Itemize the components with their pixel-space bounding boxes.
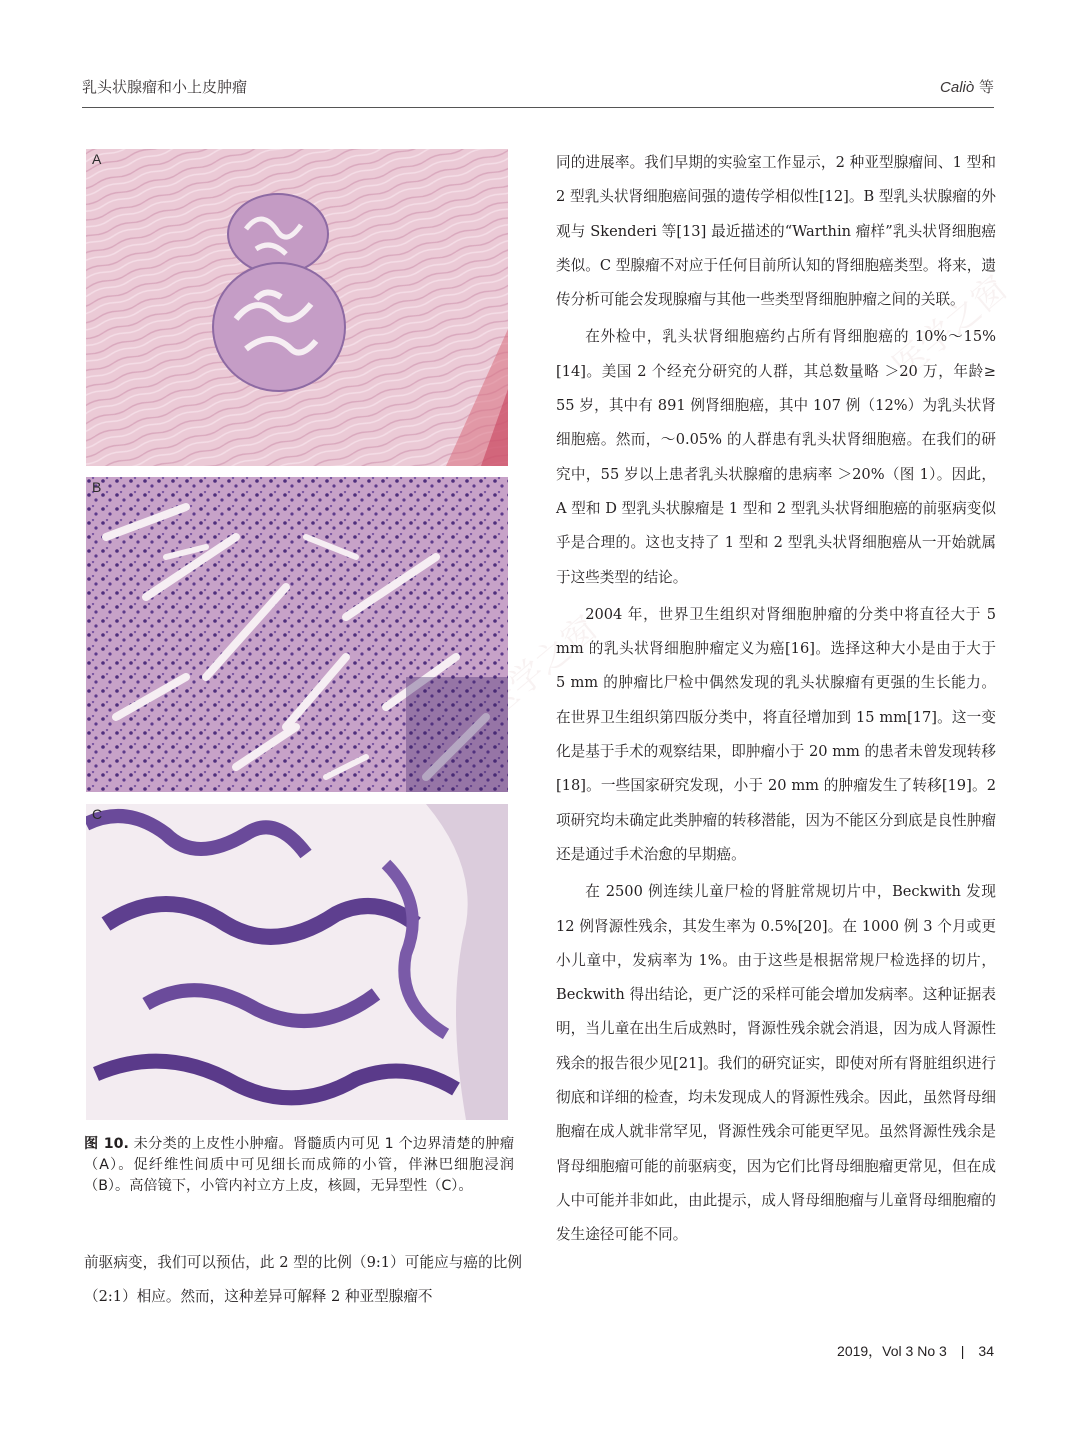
right-paragraph-3: 2004 年，世界卫生组织对肾细胞肿瘤的分类中将直径大于 5 mm 的乳头状肾细胞肿瘤定义为癌[16]。选择这种大小是由于大于 5 mm 的肿瘤比尸检中偶然发现的乳头状腺瘤有更强的生长能力。在世界卫生组织第四版分类中，将直径增加到 15 mm[17]。这一变化是基于手术的观察结果，即肿瘤小于 20 mm 的患者未曾发现转移[18]。一些国家研究发现，小于 20 mm 的肿瘤发生了转移[19]。2 项研究均未确定此类肿瘤的转移潜能，因为不能区分到底是良性肿瘤还是通过手术治愈的早期癌。: [556, 605, 996, 863]
panel-b-micrograph: [86, 477, 508, 792]
right-paragraph-2: 在外检中，乳头状肾细胞癌约占所有肾细胞癌的 10%～15%[14]。美国 2 个经充分研究的人群，其总数量略 ＞20 万，年龄≥ 55 岁，其中有 891 例肾细胞癌，其中 107 例（12%）为乳头状肾细胞癌。然而，～0.05% 的人群患有乳头状肾细胞癌。在我们的研究中，55 岁以上患者乳头状腺瘤的患病率 ＞20%（图 1）。因此，A 型和 D 型乳头状腺瘤是 1 型和 2 型乳头状肾细胞癌的前驱病变似乎是合理的。这也支持了 1 型和 2 型乳头状肾细胞癌从一开始就属于这些类型的结论。: [556, 328, 996, 586]
running-title: 乳头状腺瘤和小上皮肿瘤: [82, 78, 248, 96]
right-paragraph-1: 同的进展率。我们早期的实验室工作显示，2 种亚型腺瘤间、1 型和 2 型乳头状肾细胞癌间强的遗传学相似性[12]。B 型乳头状腺瘤的外观与 Skenderi 等[13] 最近描述的“Warthin 瘤样”乳头状肾细胞癌类似。C 型腺瘤不对应于任何目前所认知的肾细胞癌类型。将来，遗传分析可能会发现腺瘤与其他一些类型肾细胞肿瘤之间的关联。: [556, 154, 996, 309]
figure-panel-c: [86, 804, 508, 1120]
panel-a-micrograph: [86, 149, 508, 466]
left-column-text: [84, 1246, 522, 1315]
page-number: 34: [978, 1343, 994, 1359]
page-footer: [837, 1341, 994, 1361]
panel-c-micrograph: [86, 804, 508, 1120]
right-paragraph-4: 在 2500 例连续儿童尸检的肾脏常规切片中，Beckwith 发现 12 例肾源性残余，其发生率为 0.5%[20]。在 1000 例 3 个月或更小儿童中，发病率为 1%。由于这些是根据常规尸检选择的切片，Beckwith 得出结论，更广泛的采样可能会增加发病率。这种证据表明，当儿童在出生后成熟时，肾源性残余就会消退，因为成人肾源性残余的报告很少见[21]。我们的研究证实，即使对所有肾脏组织进行彻底和详细的检查，均未发现成人的肾源性残余。因此，虽然肾母细胞瘤在成人就非常罕见，肾源性残余可能更罕见。虽然肾源性残余是肾母细胞瘤可能的前驱病变，因为它们比肾母细胞瘤更常见，但在成人中可能并非如此，由此提示，成人肾母细胞瘤与儿童肾母细胞瘤的发生途径可能不同。: [556, 883, 996, 1244]
panel-b-label: B: [92, 479, 102, 495]
figure-caption: [84, 1134, 514, 1197]
left-paragraph-1: 前驱病变，我们可以预估，此 2 型的比例（9:1）可能应与癌的比例（2:1）相应。然而，这种差异可解释 2 种亚型腺瘤不: [84, 1254, 522, 1306]
author-header: [940, 76, 994, 97]
figure-panel-b: [86, 477, 508, 792]
panel-a-label: A: [92, 151, 102, 167]
right-column-text: [556, 146, 996, 1253]
panel-c-label: C: [92, 806, 103, 822]
footer-separator: |: [960, 1343, 965, 1359]
author-name: Caliò: [940, 79, 975, 96]
figure-caption-label: 图 10.: [84, 1136, 129, 1152]
figure-panel-a: [86, 149, 508, 466]
figure-caption-text: 未分类的上皮性小肿瘤。肾髓质内可见 1 个边界清楚的肿瘤（A）。促纤维性间质中可见细长而成筛的小管，伴淋巴细胞浸润（B）。高倍镜下，小管内衬立方上皮，核圆，无异型性（C）。: [84, 1136, 515, 1194]
header-rule: [82, 107, 994, 108]
issue-info: 2019，Vol 3 No 3: [837, 1343, 947, 1359]
author-suffix: 等: [974, 78, 994, 96]
